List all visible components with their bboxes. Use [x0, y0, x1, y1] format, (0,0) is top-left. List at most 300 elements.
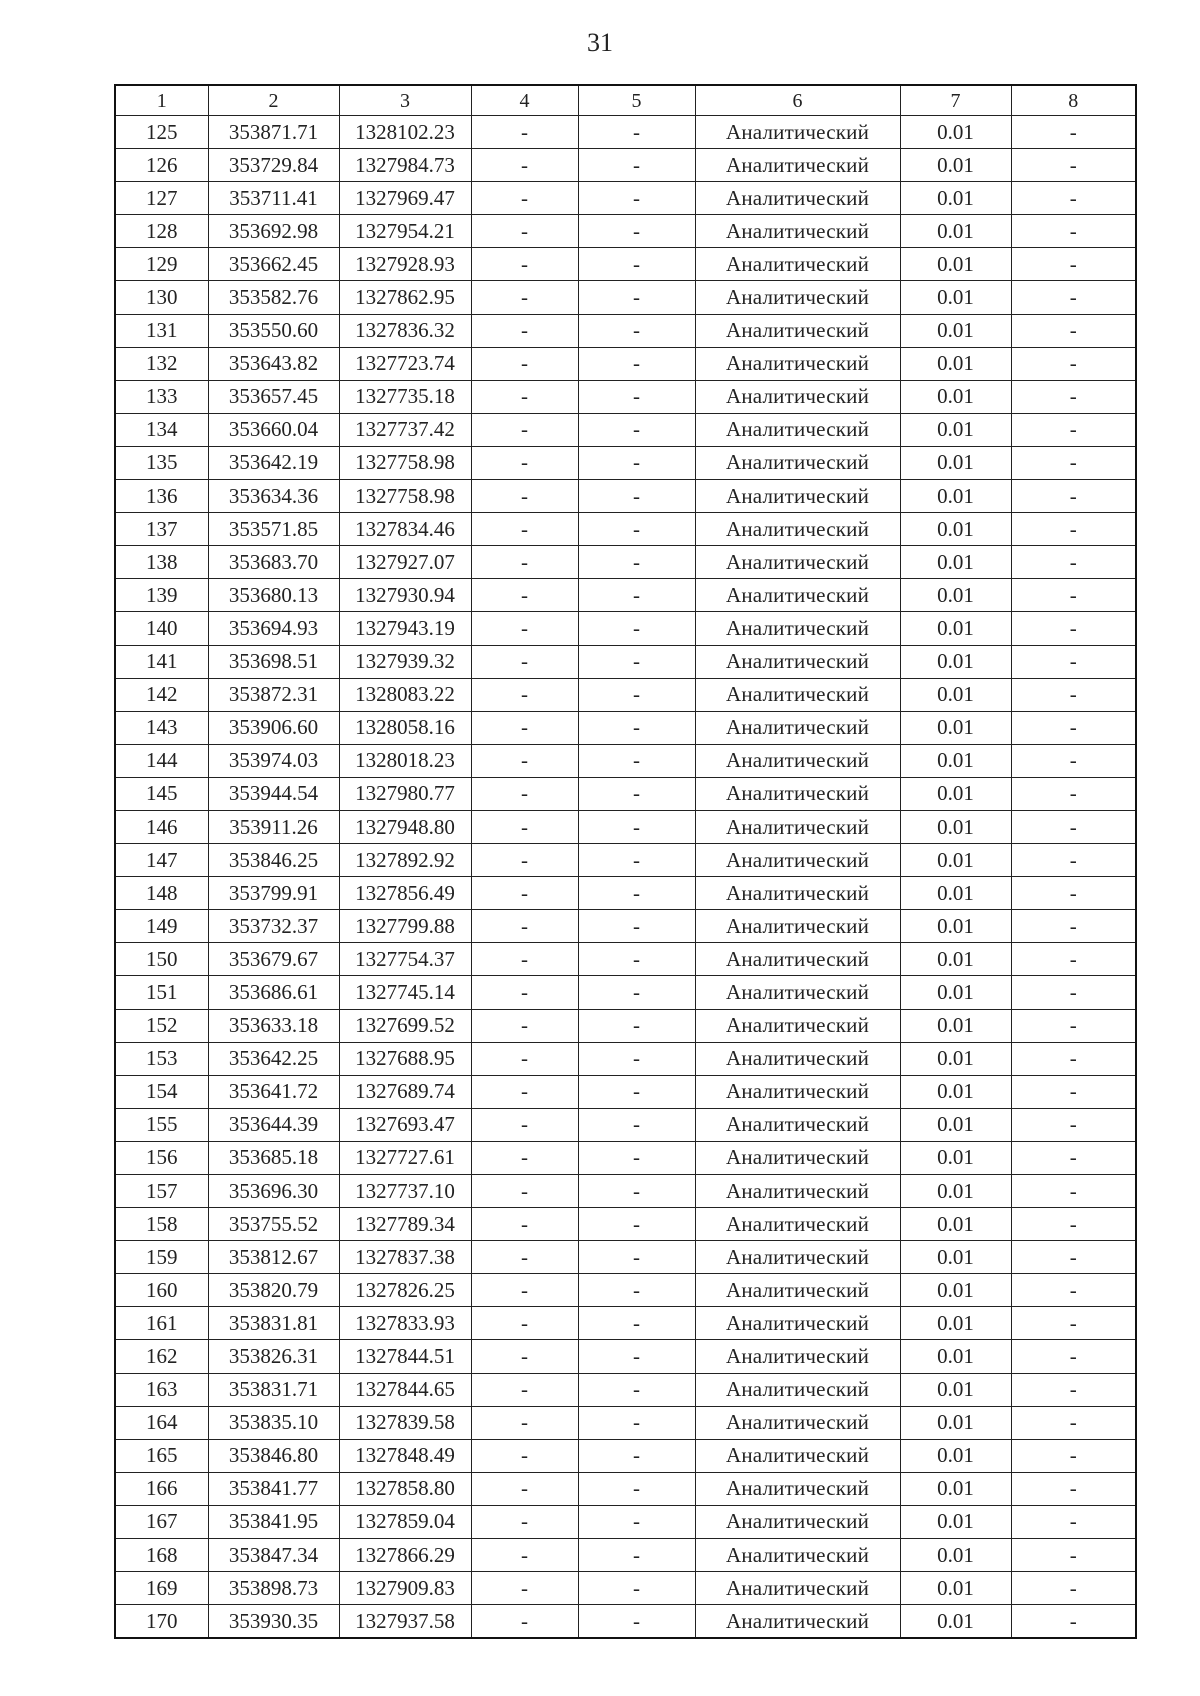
column-header-8: 8 [1011, 85, 1136, 116]
point-number-cell: 133 [115, 380, 208, 413]
y-coordinate-cell: 1328018.23 [339, 744, 471, 777]
accuracy-cell: 0.01 [900, 1075, 1011, 1108]
point-number-cell: 159 [115, 1241, 208, 1274]
col4-cell: - [471, 513, 578, 546]
y-coordinate-cell: 1327930.94 [339, 579, 471, 612]
method-cell: Аналитический [695, 678, 900, 711]
x-coordinate-cell: 353847.34 [208, 1539, 339, 1572]
accuracy-cell: 0.01 [900, 1307, 1011, 1340]
method-cell: Аналитический [695, 1439, 900, 1472]
col4-cell: - [471, 281, 578, 314]
accuracy-cell: 0.01 [900, 513, 1011, 546]
x-coordinate-cell: 353660.04 [208, 413, 339, 446]
method-cell: Аналитический [695, 1208, 900, 1241]
table-row [115, 844, 1136, 877]
x-coordinate-cell: 353711.41 [208, 182, 339, 215]
col4-cell: - [471, 744, 578, 777]
col5-cell: - [578, 1175, 695, 1208]
accuracy-cell: 0.01 [900, 1340, 1011, 1373]
point-number-cell: 142 [115, 678, 208, 711]
y-coordinate-cell: 1327837.38 [339, 1241, 471, 1274]
method-cell: Аналитический [695, 116, 900, 149]
column-header-1: 1 [115, 85, 208, 116]
accuracy-cell: 0.01 [900, 711, 1011, 744]
method-cell: Аналитический [695, 314, 900, 347]
table-row [115, 744, 1136, 777]
col4-cell: - [471, 413, 578, 446]
col4-cell: - [471, 910, 578, 943]
col8-cell: - [1011, 1406, 1136, 1439]
table-row [115, 1340, 1136, 1373]
table-row [115, 1307, 1136, 1340]
y-coordinate-cell: 1327754.37 [339, 943, 471, 976]
table-row [115, 910, 1136, 943]
accuracy-cell: 0.01 [900, 910, 1011, 943]
x-coordinate-cell: 353944.54 [208, 777, 339, 810]
point-number-cell: 126 [115, 149, 208, 182]
y-coordinate-cell: 1327826.25 [339, 1274, 471, 1307]
col4-cell: - [471, 1307, 578, 1340]
point-number-cell: 157 [115, 1175, 208, 1208]
point-number-cell: 158 [115, 1208, 208, 1241]
accuracy-cell: 0.01 [900, 1175, 1011, 1208]
table-row [115, 1505, 1136, 1538]
method-cell: Аналитический [695, 1075, 900, 1108]
accuracy-cell: 0.01 [900, 1042, 1011, 1075]
accuracy-cell: 0.01 [900, 976, 1011, 1009]
col5-cell: - [578, 248, 695, 281]
point-number-cell: 168 [115, 1539, 208, 1572]
x-coordinate-cell: 353657.45 [208, 380, 339, 413]
accuracy-cell: 0.01 [900, 844, 1011, 877]
x-coordinate-cell: 353732.37 [208, 910, 339, 943]
col5-cell: - [578, 513, 695, 546]
method-cell: Аналитический [695, 1340, 900, 1373]
method-cell: Аналитический [695, 1009, 900, 1042]
col5-cell: - [578, 579, 695, 612]
col8-cell: - [1011, 1175, 1136, 1208]
x-coordinate-cell: 353755.52 [208, 1208, 339, 1241]
column-header-3: 3 [339, 85, 471, 116]
col5-cell: - [578, 844, 695, 877]
table-row [115, 1605, 1136, 1639]
x-coordinate-cell: 353799.91 [208, 877, 339, 910]
table-row [115, 347, 1136, 380]
point-number-cell: 125 [115, 116, 208, 149]
x-coordinate-cell: 353571.85 [208, 513, 339, 546]
col8-cell: - [1011, 1009, 1136, 1042]
point-number-cell: 165 [115, 1439, 208, 1472]
col4-cell: - [471, 678, 578, 711]
accuracy-cell: 0.01 [900, 744, 1011, 777]
y-coordinate-cell: 1327909.83 [339, 1572, 471, 1605]
col8-cell: - [1011, 546, 1136, 579]
point-number-cell: 164 [115, 1406, 208, 1439]
point-number-cell: 137 [115, 513, 208, 546]
y-coordinate-cell: 1327856.49 [339, 877, 471, 910]
accuracy-cell: 0.01 [900, 215, 1011, 248]
table-row [115, 1075, 1136, 1108]
table-row [115, 943, 1136, 976]
point-number-cell: 128 [115, 215, 208, 248]
x-coordinate-cell: 353696.30 [208, 1175, 339, 1208]
col5-cell: - [578, 1472, 695, 1505]
accuracy-cell: 0.01 [900, 1406, 1011, 1439]
x-coordinate-cell: 353826.31 [208, 1340, 339, 1373]
col8-cell: - [1011, 1307, 1136, 1340]
col5-cell: - [578, 910, 695, 943]
x-coordinate-cell: 353692.98 [208, 215, 339, 248]
y-coordinate-cell: 1327758.98 [339, 446, 471, 479]
col4-cell: - [471, 446, 578, 479]
x-coordinate-cell: 353679.67 [208, 943, 339, 976]
col8-cell: - [1011, 1539, 1136, 1572]
table-row [115, 314, 1136, 347]
col5-cell: - [578, 1241, 695, 1274]
x-coordinate-cell: 353906.60 [208, 711, 339, 744]
column-header-6: 6 [695, 85, 900, 116]
accuracy-cell: 0.01 [900, 281, 1011, 314]
accuracy-cell: 0.01 [900, 678, 1011, 711]
col5-cell: - [578, 1439, 695, 1472]
col8-cell: - [1011, 1505, 1136, 1538]
method-cell: Аналитический [695, 976, 900, 1009]
method-cell: Аналитический [695, 844, 900, 877]
col4-cell: - [471, 1274, 578, 1307]
accuracy-cell: 0.01 [900, 446, 1011, 479]
method-cell: Аналитический [695, 149, 900, 182]
method-cell: Аналитический [695, 711, 900, 744]
col8-cell: - [1011, 1241, 1136, 1274]
col8-cell: - [1011, 446, 1136, 479]
col5-cell: - [578, 1605, 695, 1639]
accuracy-cell: 0.01 [900, 380, 1011, 413]
y-coordinate-cell: 1327866.29 [339, 1539, 471, 1572]
x-coordinate-cell: 353974.03 [208, 744, 339, 777]
y-coordinate-cell: 1327735.18 [339, 380, 471, 413]
table-row [115, 1539, 1136, 1572]
point-number-cell: 136 [115, 480, 208, 513]
y-coordinate-cell: 1327969.47 [339, 182, 471, 215]
table-row [115, 1241, 1136, 1274]
table-row [115, 281, 1136, 314]
table-row [115, 513, 1136, 546]
x-coordinate-cell: 353841.95 [208, 1505, 339, 1538]
x-coordinate-cell: 353911.26 [208, 810, 339, 843]
table-row [115, 612, 1136, 645]
col4-cell: - [471, 943, 578, 976]
x-coordinate-cell: 353930.35 [208, 1605, 339, 1639]
accuracy-cell: 0.01 [900, 1208, 1011, 1241]
col4-cell: - [471, 1208, 578, 1241]
method-cell: Аналитический [695, 513, 900, 546]
method-cell: Аналитический [695, 1108, 900, 1141]
column-header-5: 5 [578, 85, 695, 116]
col8-cell: - [1011, 579, 1136, 612]
accuracy-cell: 0.01 [900, 579, 1011, 612]
point-number-cell: 150 [115, 943, 208, 976]
x-coordinate-cell: 353642.25 [208, 1042, 339, 1075]
table-row [115, 810, 1136, 843]
point-number-cell: 162 [115, 1340, 208, 1373]
accuracy-cell: 0.01 [900, 1141, 1011, 1174]
x-coordinate-cell: 353698.51 [208, 645, 339, 678]
accuracy-cell: 0.01 [900, 1439, 1011, 1472]
col4-cell: - [471, 149, 578, 182]
method-cell: Аналитический [695, 1406, 900, 1439]
point-number-cell: 132 [115, 347, 208, 380]
col8-cell: - [1011, 1141, 1136, 1174]
y-coordinate-cell: 1327727.61 [339, 1141, 471, 1174]
y-coordinate-cell: 1327858.80 [339, 1472, 471, 1505]
y-coordinate-cell: 1327943.19 [339, 612, 471, 645]
x-coordinate-cell: 353846.80 [208, 1439, 339, 1472]
col4-cell: - [471, 1241, 578, 1274]
table-row [115, 579, 1136, 612]
method-cell: Аналитический [695, 612, 900, 645]
col4-cell: - [471, 976, 578, 1009]
col4-cell: - [471, 1042, 578, 1075]
y-coordinate-cell: 1327799.88 [339, 910, 471, 943]
col8-cell: - [1011, 1472, 1136, 1505]
x-coordinate-cell: 353642.19 [208, 446, 339, 479]
col8-cell: - [1011, 215, 1136, 248]
col4-cell: - [471, 182, 578, 215]
col5-cell: - [578, 380, 695, 413]
point-number-cell: 144 [115, 744, 208, 777]
method-cell: Аналитический [695, 1274, 900, 1307]
method-cell: Аналитический [695, 645, 900, 678]
col8-cell: - [1011, 810, 1136, 843]
table-row [115, 1042, 1136, 1075]
col5-cell: - [578, 1208, 695, 1241]
table-row [115, 976, 1136, 1009]
col5-cell: - [578, 1505, 695, 1538]
col8-cell: - [1011, 612, 1136, 645]
col5-cell: - [578, 711, 695, 744]
x-coordinate-cell: 353686.61 [208, 976, 339, 1009]
method-cell: Аналитический [695, 1605, 900, 1639]
y-coordinate-cell: 1327948.80 [339, 810, 471, 843]
x-coordinate-cell: 353694.93 [208, 612, 339, 645]
col4-cell: - [471, 314, 578, 347]
col5-cell: - [578, 116, 695, 149]
x-coordinate-cell: 353820.79 [208, 1274, 339, 1307]
point-number-cell: 156 [115, 1141, 208, 1174]
table-row [115, 1406, 1136, 1439]
accuracy-cell: 0.01 [900, 1373, 1011, 1406]
point-number-cell: 152 [115, 1009, 208, 1042]
col4-cell: - [471, 248, 578, 281]
accuracy-cell: 0.01 [900, 877, 1011, 910]
method-cell: Аналитический [695, 446, 900, 479]
accuracy-cell: 0.01 [900, 480, 1011, 513]
accuracy-cell: 0.01 [900, 314, 1011, 347]
col4-cell: - [471, 645, 578, 678]
x-coordinate-cell: 353835.10 [208, 1406, 339, 1439]
y-coordinate-cell: 1327834.46 [339, 513, 471, 546]
x-coordinate-cell: 353831.81 [208, 1307, 339, 1340]
col5-cell: - [578, 1108, 695, 1141]
y-coordinate-cell: 1327688.95 [339, 1042, 471, 1075]
col5-cell: - [578, 1572, 695, 1605]
col5-cell: - [578, 1141, 695, 1174]
col5-cell: - [578, 480, 695, 513]
col8-cell: - [1011, 149, 1136, 182]
point-number-cell: 145 [115, 777, 208, 810]
accuracy-cell: 0.01 [900, 149, 1011, 182]
accuracy-cell: 0.01 [900, 1009, 1011, 1042]
x-coordinate-cell: 353831.71 [208, 1373, 339, 1406]
accuracy-cell: 0.01 [900, 1108, 1011, 1141]
col8-cell: - [1011, 1042, 1136, 1075]
col4-cell: - [471, 1373, 578, 1406]
col8-cell: - [1011, 1208, 1136, 1241]
col4-cell: - [471, 1605, 578, 1639]
accuracy-cell: 0.01 [900, 1505, 1011, 1538]
col4-cell: - [471, 546, 578, 579]
point-number-cell: 143 [115, 711, 208, 744]
table-row [115, 711, 1136, 744]
method-cell: Аналитический [695, 877, 900, 910]
point-number-cell: 160 [115, 1274, 208, 1307]
col5-cell: - [578, 347, 695, 380]
col4-cell: - [471, 1141, 578, 1174]
method-cell: Аналитический [695, 347, 900, 380]
table-row [115, 645, 1136, 678]
col5-cell: - [578, 645, 695, 678]
accuracy-cell: 0.01 [900, 1274, 1011, 1307]
col4-cell: - [471, 1075, 578, 1108]
point-number-cell: 140 [115, 612, 208, 645]
col5-cell: - [578, 281, 695, 314]
y-coordinate-cell: 1327699.52 [339, 1009, 471, 1042]
y-coordinate-cell: 1328083.22 [339, 678, 471, 711]
table-row [115, 546, 1136, 579]
accuracy-cell: 0.01 [900, 1605, 1011, 1639]
y-coordinate-cell: 1327758.98 [339, 480, 471, 513]
col4-cell: - [471, 215, 578, 248]
col8-cell: - [1011, 678, 1136, 711]
method-cell: Аналитический [695, 579, 900, 612]
method-cell: Аналитический [695, 1141, 900, 1174]
point-number-cell: 131 [115, 314, 208, 347]
col4-cell: - [471, 1472, 578, 1505]
col5-cell: - [578, 1009, 695, 1042]
col5-cell: - [578, 777, 695, 810]
method-cell: Аналитический [695, 281, 900, 314]
point-number-cell: 170 [115, 1605, 208, 1639]
x-coordinate-cell: 353634.36 [208, 480, 339, 513]
col8-cell: - [1011, 116, 1136, 149]
point-number-cell: 130 [115, 281, 208, 314]
col4-cell: - [471, 347, 578, 380]
x-coordinate-cell: 353812.67 [208, 1241, 339, 1274]
table-row [115, 215, 1136, 248]
col8-cell: - [1011, 910, 1136, 943]
method-cell: Аналитический [695, 943, 900, 976]
accuracy-cell: 0.01 [900, 347, 1011, 380]
col8-cell: - [1011, 1605, 1136, 1639]
point-number-cell: 167 [115, 1505, 208, 1538]
y-coordinate-cell: 1327954.21 [339, 215, 471, 248]
col8-cell: - [1011, 1108, 1136, 1141]
col8-cell: - [1011, 314, 1136, 347]
y-coordinate-cell: 1327745.14 [339, 976, 471, 1009]
col5-cell: - [578, 1406, 695, 1439]
col5-cell: - [578, 810, 695, 843]
table-row [115, 380, 1136, 413]
col8-cell: - [1011, 943, 1136, 976]
table-row [115, 777, 1136, 810]
accuracy-cell: 0.01 [900, 182, 1011, 215]
col8-cell: - [1011, 645, 1136, 678]
table-row [115, 1274, 1136, 1307]
col4-cell: - [471, 612, 578, 645]
method-cell: Аналитический [695, 744, 900, 777]
col5-cell: - [578, 678, 695, 711]
col4-cell: - [471, 711, 578, 744]
point-number-cell: 169 [115, 1572, 208, 1605]
x-coordinate-cell: 353683.70 [208, 546, 339, 579]
method-cell: Аналитический [695, 1042, 900, 1075]
table-row [115, 182, 1136, 215]
y-coordinate-cell: 1327789.34 [339, 1208, 471, 1241]
y-coordinate-cell: 1327844.51 [339, 1340, 471, 1373]
table-row [115, 446, 1136, 479]
col4-cell: - [471, 1108, 578, 1141]
table-row [115, 149, 1136, 182]
point-number-cell: 163 [115, 1373, 208, 1406]
method-cell: Аналитический [695, 1505, 900, 1538]
col8-cell: - [1011, 480, 1136, 513]
point-number-cell: 166 [115, 1472, 208, 1505]
col5-cell: - [578, 1274, 695, 1307]
accuracy-cell: 0.01 [900, 612, 1011, 645]
x-coordinate-cell: 353550.60 [208, 314, 339, 347]
col4-cell: - [471, 1406, 578, 1439]
col8-cell: - [1011, 182, 1136, 215]
col4-cell: - [471, 844, 578, 877]
method-cell: Аналитический [695, 810, 900, 843]
table-row [115, 1572, 1136, 1605]
col5-cell: - [578, 744, 695, 777]
table-row [115, 1439, 1136, 1472]
col8-cell: - [1011, 976, 1136, 1009]
y-coordinate-cell: 1327984.73 [339, 149, 471, 182]
table-row [115, 678, 1136, 711]
x-coordinate-cell: 353685.18 [208, 1141, 339, 1174]
table-row [115, 1472, 1136, 1505]
y-coordinate-cell: 1327723.74 [339, 347, 471, 380]
accuracy-cell: 0.01 [900, 1539, 1011, 1572]
col5-cell: - [578, 1307, 695, 1340]
x-coordinate-cell: 353633.18 [208, 1009, 339, 1042]
method-cell: Аналитический [695, 182, 900, 215]
method-cell: Аналитический [695, 910, 900, 943]
table-header-row [115, 85, 1136, 116]
point-number-cell: 154 [115, 1075, 208, 1108]
col5-cell: - [578, 413, 695, 446]
y-coordinate-cell: 1327689.74 [339, 1075, 471, 1108]
col5-cell: - [578, 182, 695, 215]
y-coordinate-cell: 1327862.95 [339, 281, 471, 314]
col5-cell: - [578, 314, 695, 347]
point-number-cell: 135 [115, 446, 208, 479]
col5-cell: - [578, 1373, 695, 1406]
x-coordinate-cell: 353872.31 [208, 678, 339, 711]
accuracy-cell: 0.01 [900, 1572, 1011, 1605]
